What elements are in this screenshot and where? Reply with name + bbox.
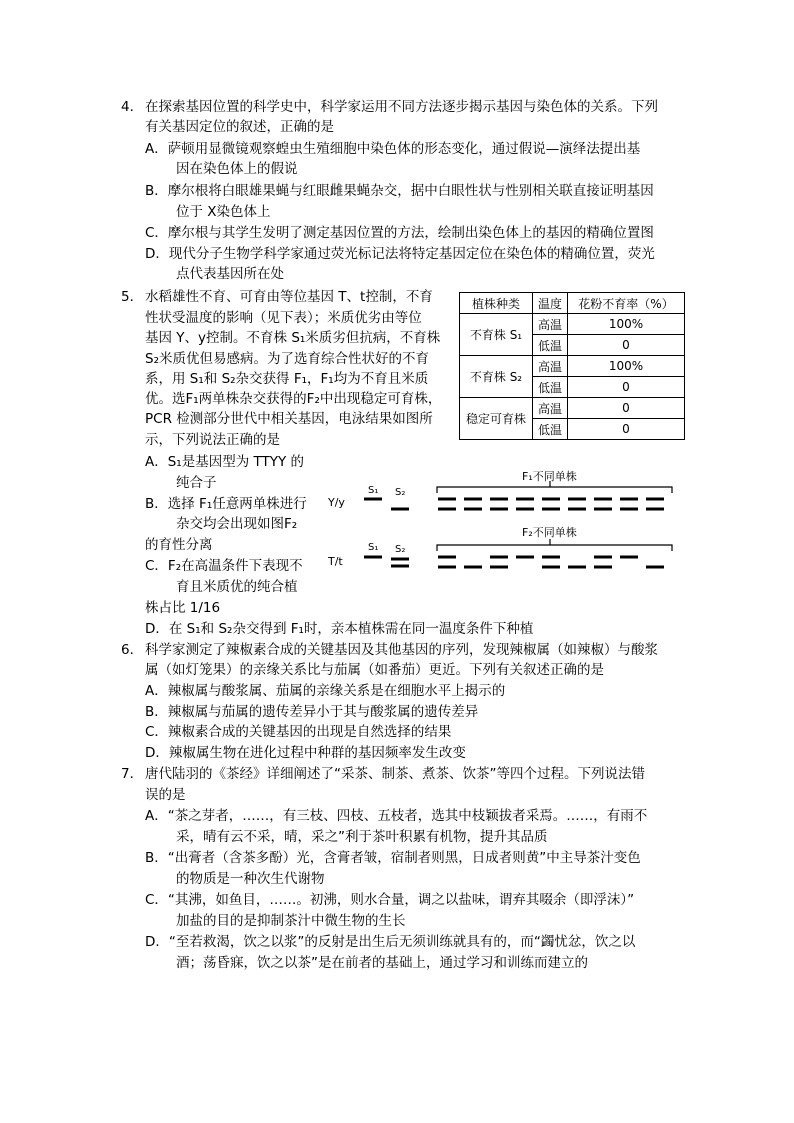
q5-number: 5．: [121, 289, 144, 305]
table-cell-value: 0: [568, 419, 685, 440]
q6-number: 6．: [121, 642, 144, 658]
table-cell-temp: 高温: [533, 314, 568, 335]
q6-option-a: A．辣椒属与酸浆属、茄属的亲缘关系是在细胞水平上揭示的: [145, 683, 506, 699]
table-cell-temp: 低温: [533, 335, 568, 356]
table-header-plant: 植株种类: [460, 293, 533, 314]
gel-lane-s2-bottom: S₂: [395, 544, 406, 555]
q6-stem-2: 属（如灯笼果）的亲缘关系比与茄属（如番茄）更近。下列有关叙述正确的是: [145, 662, 604, 678]
q5-stem-8: 示，下列说法正确的是: [145, 432, 280, 448]
q7-option-d-cont: 酒；荡昏寐，饮之以茶”是在前者的基础上，通过学习和训练而建立的: [176, 955, 588, 971]
gel-bands: [364, 499, 664, 567]
q4-option-a-cont: 因在染色体上的假说: [176, 161, 298, 177]
table-row-s1: 不育株 S₁: [460, 314, 533, 356]
q6-option-c: C．辣椒素合成的关键基因的出现是自然选择的结果: [145, 724, 452, 740]
q5-stem-4: S₂米质优但易感病。为了选育综合性状好的不育: [145, 351, 429, 367]
gel-f2-brace: [437, 539, 672, 551]
q4-number: 4．: [121, 99, 144, 115]
gel-row-label-tt: T/t: [328, 555, 343, 568]
q5-option-c-cont2: 株占比 1/16: [145, 600, 221, 616]
table-row-stable: 稳定可育株: [460, 398, 533, 440]
q4-option-d: D．现代分子生物学科学家通过荧光标记法将特定基因定位在染色体的精确位置，荧光: [145, 246, 655, 262]
gel-lane-s1-top: S₁: [368, 485, 379, 496]
q7-option-c: C．“其沸，如鱼目，……。初沸，则水合量，调之以盐味，谓弃其啜余（即浮沫）”: [145, 892, 635, 908]
q5-option-a: A．S₁是基因型为 TTYY 的: [145, 454, 305, 470]
q5-stem-7: PCR 检测部分世代中相关基因，电泳结果如图所: [145, 411, 433, 427]
q6-stem-1: 科学家测定了辣椒素合成的关键基因及其他基因的序列，发现辣椒属（如辣椒）与酸浆: [145, 642, 658, 658]
electrophoresis-figure: [320, 462, 680, 592]
table-cell-temp: 低温: [533, 419, 568, 440]
q5-option-d: D．在 S₁和 S₂杂交得到 F₁时，亲本植株需在同一温度条件下种植: [145, 621, 534, 637]
q5-option-a-cont: 纯合子: [176, 475, 217, 491]
table-cell-value: 0: [568, 398, 685, 419]
q5-option-b-cont2: 的育性分离: [145, 537, 213, 553]
q7-option-c-cont: 加盐的目的是抑制茶汁中微生物的生长: [176, 913, 406, 929]
gel-f2-label: F₂不同单株: [522, 526, 577, 539]
q5-stem-2: 性状受温度的影响（见下表）；米质优劣由等位: [145, 310, 422, 326]
gel-lane-s1-bottom: S₁: [368, 542, 379, 553]
table-cell-temp: 低温: [533, 377, 568, 398]
q5-option-c: C．F₂在高温条件下表现不: [145, 558, 303, 574]
q5-stem-6: 优。选F₁两单株杂交获得的F₂中出现稳定可育株，: [145, 391, 442, 407]
table-cell-temp: 高温: [533, 398, 568, 419]
q5-option-c-cont: 育且米质优的纯合植: [176, 579, 298, 595]
q6-option-d: D．辣椒属生物在进化过程中种群的基因频率发生改变: [145, 745, 466, 761]
q4-option-a: A．萨顿用显微镜观察蝗虫生殖细胞中染色体的形态变化，通过假说—演绎法提出基: [145, 141, 641, 157]
gel-lane-s2-top: S₂: [395, 487, 406, 498]
q7-number: 7．: [121, 766, 144, 782]
q5-stem-1: 水稻雄性不育、可育由等位基因 T、t控制，不育: [145, 289, 433, 305]
table-cell-value: 0: [568, 377, 685, 398]
table-row-s2: 不育株 S₂: [460, 356, 533, 398]
q7-option-a: A．“茶之芽者，……，有三枝、四枝、五枝者，选其中枝颖拔者采焉。……，有雨不: [145, 808, 648, 824]
q5-option-b: B．选择 F₁任意两单株进行: [145, 496, 307, 512]
table-cell-value: 100%: [568, 356, 685, 377]
table-cell-value: 100%: [568, 314, 685, 335]
q6-option-b: B．辣椒属与茄属的遗传差异小于其与酸浆属的遗传差异: [145, 704, 479, 720]
gel-row-label-yy: Y/y: [328, 496, 345, 509]
q7-option-b: B．“出膏者（含茶多酚）光，含膏者皱，宿制者则黑，日成者则黄”中主导茶汁变色: [145, 850, 641, 866]
table-header-temp: 温度: [533, 293, 568, 314]
table-header-rate: 花粉不育率（%）: [568, 293, 685, 314]
q4-option-d-cont: 点代表基因所在处: [176, 266, 284, 282]
sterility-table: [459, 292, 685, 440]
q4-option-b: B．摩尔根将白眼雄果蝇与红眼雌果蝇杂交，据中白眼性状与性别相关联直接证明基因: [145, 183, 654, 199]
q5-option-b-cont: 杂交均会出现如图F₂: [176, 516, 298, 532]
table-cell-temp: 高温: [533, 356, 568, 377]
q4-option-b-cont: 位于 X染色体上: [176, 204, 271, 220]
gel-f1-label: F₁不同单株: [522, 470, 577, 483]
q7-stem-1: 唐代陆羽的《茶经》详细阐述了“采茶、制茶、煮茶、饮茶”等四个过程。下列说法错: [145, 766, 645, 782]
q7-stem-2: 误的是: [145, 787, 186, 803]
q4-stem-cont: 有关基因定位的叙述，正确的是: [145, 119, 334, 135]
q5-stem-3: 基因 Y、y控制。不育株 S₁米质劣但抗病，不育株: [145, 330, 441, 346]
q4-option-c: C．摩尔根与其学生发明了测定基因位置的方法，绘制出染色体上的基因的精确位置图: [145, 225, 654, 241]
q7-option-a-cont: 采，晴有云不采，晴，采之”利于茶叶积累有机物，提升其品质: [176, 829, 548, 845]
q5-stem-5: 系，用 S₁和 S₂杂交获得 F₁，F₁均为不育且米质: [145, 371, 429, 387]
table-cell-value: 0: [568, 335, 685, 356]
q4-stem: 在探索基因位置的科学史中，科学家运用不同方法逐步揭示基因与染色体的关系。下列: [145, 99, 658, 115]
q7-option-d: D．“至若救渴，饮之以浆”的反射是出生后无须训练就具有的，而“蠲忧忿，饮之以: [145, 934, 636, 950]
q7-option-b-cont: 的物质是一种次生代谢物: [176, 871, 325, 887]
